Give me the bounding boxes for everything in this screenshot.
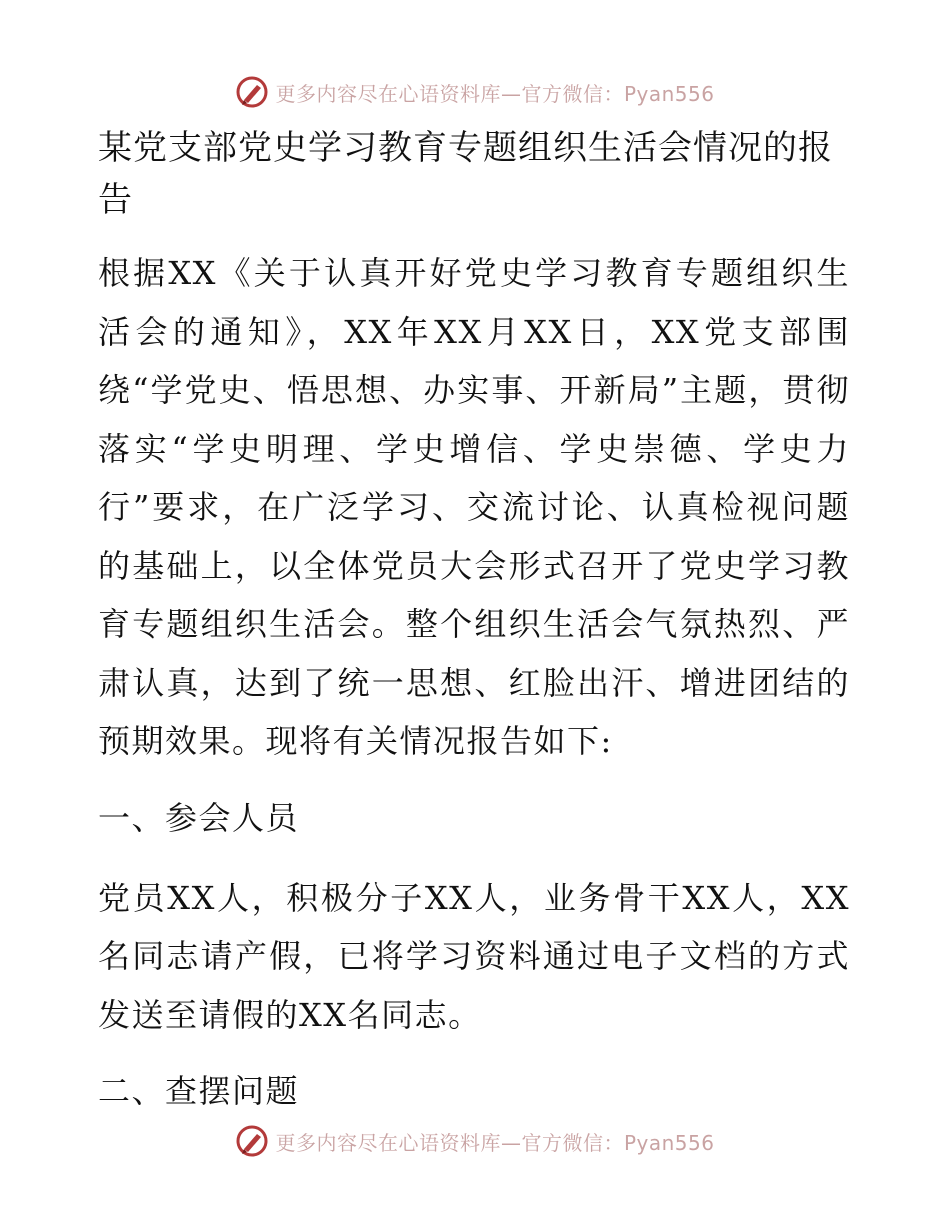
document-body bbox=[98, 122, 850, 1142]
watermark-footer bbox=[0, 1121, 950, 1161]
intro-paragraph: 根据XX《关于认真开好党史学习教育专题组织生活会的通知》，XX年XX月XX日，XX党支部围绕“学党史、悟思想、办实事、开新局”主题，贯彻落实“学史明理、学史增信、学史崇德、学史力行”要求，在广泛学习、交流讨论、认真检视问题的基础上，以全体党员大会形式召开了党史学习教育专题组织生活会。整个组织生活会气氛热烈、严肃认真，达到了统一思想、红脸出汗、增进团结的预期效果。现将有关情况报告如下: bbox=[98, 254, 850, 760]
document-title: 某党支部党史学习教育专题组织生活会情况的报告 bbox=[98, 128, 833, 220]
pen-circle-icon bbox=[235, 75, 269, 109]
watermark-text: 更多内容尽在心语资料库—官方微信：Pyan556 bbox=[275, 81, 715, 106]
watermark-text: 更多内容尽在心语资料库—官方微信：Pyan556 bbox=[275, 1130, 715, 1155]
attendees-paragraph: 党员XX人，积极分子XX人，业务骨干XX人，XX名同志请产假，已将学习资料通过电子文档的方式发送至请假的XX名同志。 bbox=[98, 878, 850, 1034]
pen-circle-icon bbox=[235, 1124, 269, 1158]
watermark-inner bbox=[235, 75, 714, 109]
watermark-header bbox=[0, 72, 950, 112]
section-heading-problems: 二、查摆问题 bbox=[98, 1072, 300, 1110]
section-heading-attendees: 一、参会人员 bbox=[98, 798, 300, 837]
watermark-inner bbox=[235, 1124, 714, 1158]
